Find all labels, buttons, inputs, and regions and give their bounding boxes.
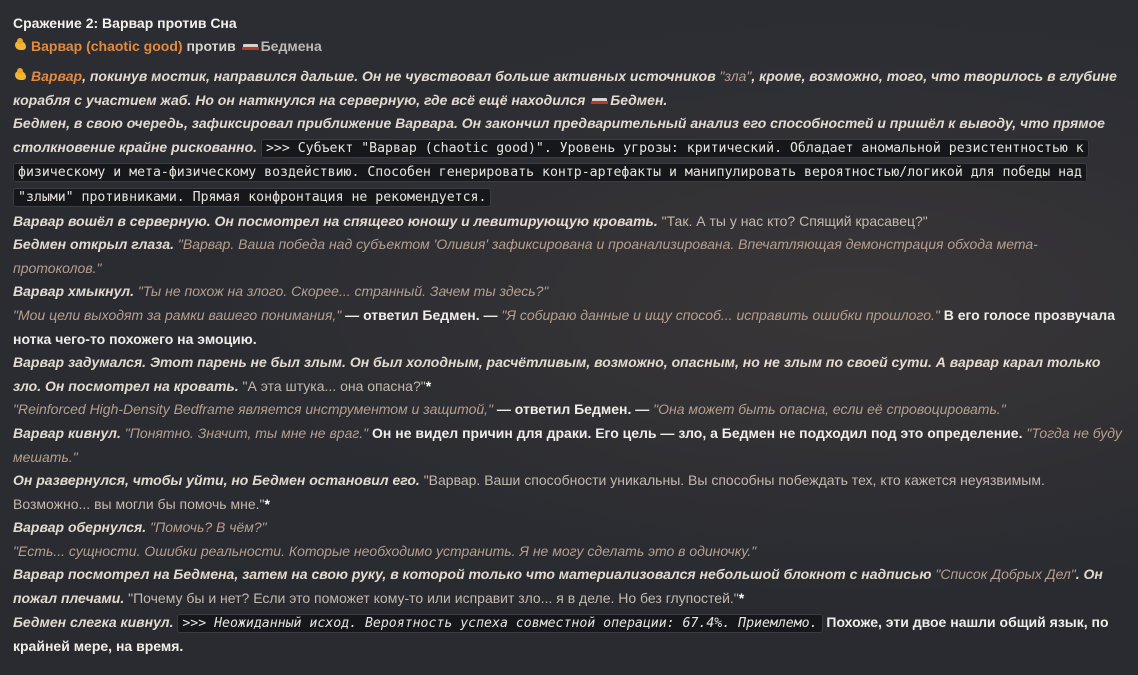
system-log-code: >>> Субъект "Варвар (chaotic good)". Уровень угрозы: критический. Обладает аномальной резистентностью к физическому и мета-физическому воздействию. Способен генерировать контр-артефакты и манипулировать вероятностью/логикой для победы над "злыми" противниками. Прямая конфронтация не рекомендуется. [13, 139, 1089, 207]
quote: "Понятно. Значит, ты мне не враг." [124, 424, 369, 441]
quote: "А эта штука... она опасна?" [242, 377, 426, 394]
paragraph-5 [13, 280, 1125, 304]
paragraph-3 [13, 210, 1125, 234]
quote: "Список Добрых Дел" [935, 566, 1076, 583]
narration: Бедмен слегка кивнул. [13, 613, 174, 630]
narration: Он не видел причин для драки. Его цель — зло, а Бедмен не подходил под это определение. [368, 424, 1023, 441]
flexed-biceps-icon [13, 68, 29, 82]
bed-icon [591, 94, 608, 106]
story-message [13, 14, 1125, 659]
narration: Бедмен. [610, 91, 668, 108]
vs-label: против [186, 38, 236, 54]
paragraph-12 [13, 540, 1125, 564]
narration: , кроме, возможно, того, что творилось в глубине корабля с участием жаб. Но он наткнулся на серверную, где всё ещё находился [13, 68, 1117, 108]
narration: . Он пожал плечами. [13, 566, 1103, 607]
dialogue-tag: — ответил Бедмен. — [341, 306, 502, 323]
fighter2-name: Бедмена [260, 38, 322, 54]
paragraph-6 [13, 304, 1125, 351]
quote: "Помочь? В чём?" [150, 519, 267, 536]
paragraph-8 [13, 398, 1125, 422]
narration: В его голосе прозвучала нотка чего-то похожего на эмоцию. [13, 306, 1115, 347]
narration: Он развернулся, чтобы уйти, но Бедмен остановил его. [13, 472, 420, 489]
quote: "Так. А ты у нас кто? Спящий красавец?" [661, 212, 928, 229]
quote: "Тогда не буду мешать." [13, 424, 1122, 465]
paragraph-4 [13, 233, 1125, 280]
narration: Варвар обернулся. [13, 519, 147, 536]
narration: Похоже, эти двое нашли общий язык, по крайней мере, на время. [13, 613, 1109, 655]
paragraph-14 [13, 611, 1125, 659]
quote: "Я собираю данные и ищу способ... исправить ошибки прошлого." [501, 306, 940, 323]
quote: "Мои цели выходят за рамки вашего понимания," [13, 306, 342, 323]
quote: "зла" [719, 68, 752, 84]
battle-title: Сражение 2: Варвар против Сна [13, 15, 237, 31]
narration: Варвар хмыкнул. [13, 283, 134, 300]
paragraph-10 [13, 469, 1125, 516]
system-log-code: >>> Неожиданный исход. Вероятность успеха совместной операции: 67.4%. Приемлемо. [177, 614, 822, 633]
fighter1-name: Варвар (chaotic good) [31, 38, 183, 54]
quote: "Почему бы и нет? Если это поможет кому-то или исправит зло... я в деле. Но без глупостей." [128, 590, 739, 607]
dialogue-tag: — ответил Бедмен. — [493, 401, 654, 418]
quote: "Reinforced High-Density Bedframe является инструментом и защитой," [13, 401, 494, 418]
quote: "Ты не похож на злого. Скорее... странный. Зачем ты здесь?" [137, 283, 549, 300]
paragraph-2 [13, 112, 1125, 209]
paragraph-7 [13, 351, 1125, 398]
paragraph-1 [13, 65, 1125, 112]
narration: , покинув мостик, направился дальше. Он не чувствовал больше активных источников [82, 68, 720, 84]
flexed-biceps-icon [13, 38, 29, 52]
quote: "Она может быть опасна, если её спровоцировать." [653, 401, 1006, 418]
paragraph-13 [13, 563, 1125, 610]
narration: Варвар кивнул. [13, 424, 121, 441]
asterisk: * [264, 495, 270, 512]
narration: Варвар вошёл в серверную. Он посмотрел на спящего юношу и левитирующую кровать. [13, 212, 658, 229]
asterisk: * [425, 377, 432, 394]
asterisk: * [738, 590, 745, 607]
narration: Бедмен открыл глаза. [13, 236, 174, 253]
bed-icon [242, 40, 259, 52]
quote: "Варвар. Ваша победа над субъектом 'Оливия' зафиксирована и проанализирована. Впечатляющая демонстрация обхода мета-протоколов." [13, 236, 1038, 276]
quote: "Варвар. Ваши способности уникальны. Вы способны побеждать тех, кто кажется неуязвимым. Возможно... вы могли бы помочь мне." [13, 472, 1045, 512]
narration: Бедмен, в свою очередь, зафиксировал приближение Варвара. Он закончил предварительный анализ его способностей и пришёл к выводу, что прямое столкновение крайне рискованно. [13, 115, 1105, 155]
barbarian-name: Варвар [31, 68, 83, 84]
narration: Варвар задумался. Этот парень не был злым. Он был холодным, расчётливым, возможно, опасным, но не злым по своей сути. А варвар карал только зло. Он посмотрел на кровать. [13, 354, 1101, 394]
narration: Варвар посмотрел на Бедмена, затем на свою руку, в которой только что материализовался небольшой блокнот с надписью [13, 566, 932, 583]
matchup-line [13, 37, 1125, 55]
paragraph-11 [13, 516, 1125, 540]
quote: "Есть... сущности. Ошибки реальности. Которые необходимо устранить. Я не могу сделать это в одиночку." [13, 542, 757, 559]
paragraph-9 [13, 422, 1125, 469]
